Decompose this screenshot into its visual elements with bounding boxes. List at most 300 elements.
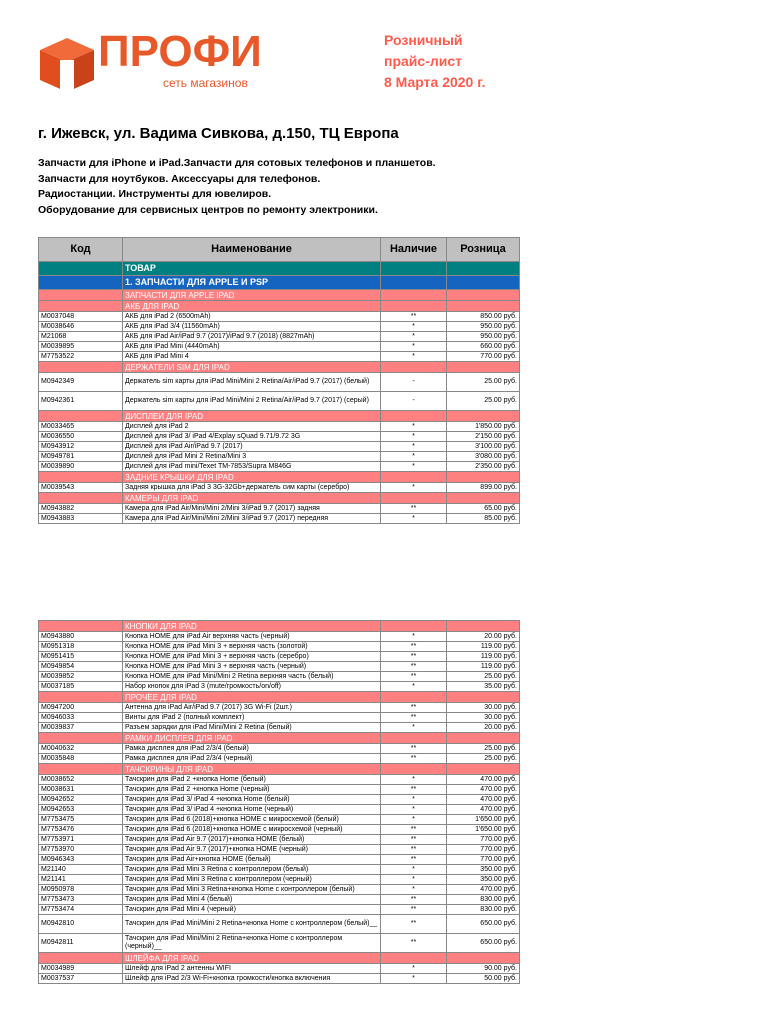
- table-row: [39, 703, 520, 713]
- category-name: ШЛЕЙФА ДЛЯ IPAD: [123, 953, 381, 964]
- category-cell: [447, 733, 520, 744]
- table-row: [39, 342, 520, 352]
- table-row: [39, 642, 520, 652]
- category-cell: [39, 472, 123, 483]
- table-row: [39, 352, 520, 362]
- item-availability: **: [381, 662, 447, 672]
- table-header: [39, 238, 520, 262]
- item-availability: *: [381, 462, 447, 472]
- col-name: Наименование: [123, 238, 381, 262]
- item-name: Тачскрин для iPad Mini 3 Retina с контроллером (белый): [123, 865, 381, 875]
- category-name: ТАЧСКРИНЫ ДЛЯ IPAD: [123, 764, 381, 775]
- price-table-continued: [38, 620, 520, 984]
- item-code: M7753475: [39, 815, 123, 825]
- category-cell: [39, 953, 123, 964]
- item-price: 3'100.00 руб.: [447, 442, 520, 452]
- table-row: [39, 775, 520, 785]
- category-name: КНОПКИ ДЛЯ IPAD: [123, 621, 381, 632]
- category-row: [39, 262, 520, 276]
- logo-text: ПРОФИ: [98, 27, 262, 76]
- table-row: [39, 974, 520, 984]
- item-price: 119.00 руб.: [447, 652, 520, 662]
- item-code: M7753473: [39, 895, 123, 905]
- category-name: ПРОЧЕЕ ДЛЯ IPAD: [123, 692, 381, 703]
- category-name: КАМЕРЫ ДЛЯ IPAD: [123, 493, 381, 504]
- item-name: АКБ для iPad Mini 4: [123, 352, 381, 362]
- item-price: 660.00 руб.: [447, 342, 520, 352]
- table-row: [39, 373, 520, 392]
- item-name: АКБ для iPad Mini (4440mAh): [123, 342, 381, 352]
- item-name: Камера для iPad Air/Mini/Mini 2/Mini 3/iPad 9.7 (2017) задняя: [123, 504, 381, 514]
- item-name: Рамка дисплея для iPad 2/3/4 (черный): [123, 754, 381, 764]
- item-code: M0038631: [39, 785, 123, 795]
- item-name: Разъем зарядки для iPad Mini/Mini 2 Retina (белый): [123, 723, 381, 733]
- item-code: M21068: [39, 332, 123, 342]
- item-price: 85.00 руб.: [447, 514, 520, 524]
- item-code: M0942652: [39, 795, 123, 805]
- item-code: M0036550: [39, 432, 123, 442]
- item-availability: **: [381, 312, 447, 322]
- category-cell: [447, 290, 520, 301]
- item-code: M0949854: [39, 662, 123, 672]
- table-row: [39, 905, 520, 915]
- table-row: [39, 483, 520, 493]
- table-row: [39, 422, 520, 432]
- item-name: Тачскрин для iPad Mini 4 (белый): [123, 895, 381, 905]
- category-cell: [447, 621, 520, 632]
- item-name: Кнопка HOME для iPad Air верхняя часть (черный): [123, 632, 381, 642]
- item-code: M7753522: [39, 352, 123, 362]
- item-code: M0942653: [39, 805, 123, 815]
- item-code: M0038652: [39, 775, 123, 785]
- category-row: [39, 362, 520, 373]
- item-price: 770.00 руб.: [447, 845, 520, 855]
- item-price: 950.00 руб.: [447, 332, 520, 342]
- item-name: Шлейф для iPad 2/3 Wi-Fi+кнопка громкости/кнопка включения: [123, 974, 381, 984]
- title-line: 8 Марта 2020 г.: [384, 74, 486, 90]
- item-code: M7753971: [39, 835, 123, 845]
- item-name: Дисплей для iPad 2: [123, 422, 381, 432]
- category-cell: [447, 362, 520, 373]
- description-line: Запчасти для iPhone и iPad.Запчасти для сотовых телефонов и планшетов.: [38, 157, 436, 169]
- item-code: M0946343: [39, 855, 123, 865]
- category-row: [39, 764, 520, 775]
- description-line: Запчасти для ноутбуков. Аксессуары для телефонов.: [38, 172, 321, 185]
- item-code: M0943883: [39, 514, 123, 524]
- table-row: [39, 632, 520, 642]
- category-cell: [39, 692, 123, 703]
- item-name: Дисплей для iPad mini/Texet TM-7853/Supra M846G: [123, 462, 381, 472]
- category-name: ДИСПЛЕИ ДЛЯ IPAD: [123, 411, 381, 422]
- item-code: M0951415: [39, 652, 123, 662]
- table-row: [39, 452, 520, 462]
- item-availability: **: [381, 744, 447, 754]
- item-name: АКБ для iPad 2 (6500mAh): [123, 312, 381, 322]
- item-code: M7753474: [39, 905, 123, 915]
- item-price: 25.00 руб.: [447, 744, 520, 754]
- item-code: M0942361: [39, 392, 123, 411]
- category-row: [39, 493, 520, 504]
- item-price: 25.00 руб.: [447, 672, 520, 682]
- table-row: [39, 312, 520, 322]
- item-code: M0942349: [39, 373, 123, 392]
- item-availability: *: [381, 805, 447, 815]
- item-price: 830.00 руб.: [447, 895, 520, 905]
- item-code: M0946033: [39, 713, 123, 723]
- table-row: [39, 825, 520, 835]
- item-availability: *: [381, 682, 447, 692]
- description-line: Радиостанции. Инструменты для ювелиров.: [38, 188, 272, 200]
- item-price: 770.00 руб.: [447, 835, 520, 845]
- item-availability: **: [381, 835, 447, 845]
- table-row: [39, 682, 520, 692]
- category-cell: [381, 290, 447, 301]
- table-row: [39, 322, 520, 332]
- table-row: [39, 332, 520, 342]
- category-cell: [381, 276, 447, 290]
- item-name: Дисплей для iPad Mini 2 Retina/Mini 3: [123, 452, 381, 462]
- item-price: 470.00 руб.: [447, 795, 520, 805]
- item-availability: *: [381, 483, 447, 493]
- item-availability: *: [381, 342, 447, 352]
- category-cell: [381, 362, 447, 373]
- category-cell: [381, 621, 447, 632]
- table-row: [39, 845, 520, 855]
- table-row: [39, 934, 520, 953]
- item-name: Держатель sim карты для iPad Mini/Mini 2 Retina/Air/iPad 9.7 (2017) (белый): [123, 373, 381, 392]
- item-price: 2'150.00 руб.: [447, 432, 520, 442]
- price-list-title: [384, 30, 486, 93]
- item-availability: **: [381, 652, 447, 662]
- category-row: [39, 692, 520, 703]
- category-cell: [447, 953, 520, 964]
- category-row: [39, 411, 520, 422]
- item-price: 350.00 руб.: [447, 875, 520, 885]
- table-row: [39, 855, 520, 865]
- item-code: M0943882: [39, 504, 123, 514]
- table-row: [39, 672, 520, 682]
- category-cell: [447, 301, 520, 312]
- item-code: M7753970: [39, 845, 123, 855]
- table-row: [39, 915, 520, 934]
- item-name: Тачскрин для iPad 2 +кнопка Home (черный): [123, 785, 381, 795]
- item-code: M0947200: [39, 703, 123, 713]
- category-cell: [39, 290, 123, 301]
- item-name: Дисплей для iPad Air/iPad 9.7 (2017): [123, 442, 381, 452]
- item-name: Тачскрин для iPad Mini 3 Retina+кнопка Home с контроллером (белый): [123, 885, 381, 895]
- item-availability: *: [381, 632, 447, 642]
- item-name: Тачскрин для iPad Air 9.7 (2017)+кнопка HOME (белый): [123, 835, 381, 845]
- item-price: 350.00 руб.: [447, 865, 520, 875]
- category-cell: [39, 301, 123, 312]
- item-price: 119.00 руб.: [447, 642, 520, 652]
- item-availability: *: [381, 514, 447, 524]
- col-availability: Наличие: [381, 238, 447, 262]
- item-availability: **: [381, 703, 447, 713]
- table-row: [39, 442, 520, 452]
- item-code: M0039837: [39, 723, 123, 733]
- category-row: [39, 276, 520, 290]
- item-price: 770.00 руб.: [447, 855, 520, 865]
- item-name: Тачскрин для iPad Mini 3 Retina с контроллером (черный): [123, 875, 381, 885]
- item-code: M0038646: [39, 322, 123, 332]
- category-name: РАМКИ ДИСПЛЕЯ ДЛЯ IPAD: [123, 733, 381, 744]
- item-price: 25.00 руб.: [447, 392, 520, 411]
- item-code: M0039543: [39, 483, 123, 493]
- item-name: АКБ для iPad Air/iPad 9.7 (2017)/iPad 9.7 (2018) (8827mAh): [123, 332, 381, 342]
- category-row: [39, 290, 520, 301]
- item-availability: *: [381, 432, 447, 442]
- category-cell: [39, 362, 123, 373]
- item-name: Кнопка HOME для iPad Mini 3 + верхняя часть (золотой): [123, 642, 381, 652]
- item-availability: **: [381, 895, 447, 905]
- table-row: [39, 885, 520, 895]
- item-code: M0034989: [39, 964, 123, 974]
- item-availability: **: [381, 672, 447, 682]
- item-name: Тачскрин для iPad 2 +кнопка Home (белый): [123, 775, 381, 785]
- item-name: Тачскрин для iPad Air+кнопка HOME (белый): [123, 855, 381, 865]
- item-code: M0039852: [39, 672, 123, 682]
- col-code: Код: [39, 238, 123, 262]
- item-availability: *: [381, 974, 447, 984]
- category-cell: [447, 411, 520, 422]
- category-cell: [381, 493, 447, 504]
- item-price: 20.00 руб.: [447, 723, 520, 733]
- item-availability: *: [381, 452, 447, 462]
- item-price: 119.00 руб.: [447, 662, 520, 672]
- category-cell: [381, 411, 447, 422]
- item-code: M0033465: [39, 422, 123, 432]
- title-line: Розничный: [384, 32, 463, 48]
- category-cell: [39, 621, 123, 632]
- item-availability: **: [381, 915, 447, 934]
- table-row: [39, 723, 520, 733]
- item-availability: *: [381, 442, 447, 452]
- item-availability: **: [381, 845, 447, 855]
- item-price: 65.00 руб.: [447, 504, 520, 514]
- category-row: [39, 472, 520, 483]
- item-price: 1'850.00 руб.: [447, 422, 520, 432]
- category-cell: [447, 493, 520, 504]
- category-row: [39, 733, 520, 744]
- item-code: M0037048: [39, 312, 123, 322]
- category-cell: [447, 262, 520, 276]
- item-price: 850.00 руб.: [447, 312, 520, 322]
- item-name: Камера для iPad Air/Mini/Mini 2/Mini 3/iPad 9.7 (2017) передняя: [123, 514, 381, 524]
- table-row: [39, 805, 520, 815]
- item-price: 2'350.00 руб.: [447, 462, 520, 472]
- category-cell: [447, 472, 520, 483]
- item-name: Рамка дисплея для iPad 2/3/4 (белый): [123, 744, 381, 754]
- item-price: 650.00 руб.: [447, 934, 520, 953]
- item-availability: *: [381, 775, 447, 785]
- item-name: Дисплей для iPad 3/ iPad 4/Explay sQuad 9.71/9.72 3G: [123, 432, 381, 442]
- item-availability: **: [381, 504, 447, 514]
- item-code: M0942811: [39, 934, 123, 953]
- table-row: [39, 392, 520, 411]
- item-availability: *: [381, 964, 447, 974]
- item-price: 20.00 руб.: [447, 632, 520, 642]
- logo-subtitle: сеть магазинов: [163, 76, 248, 90]
- col-price: Розница: [447, 238, 520, 262]
- item-availability: -: [381, 373, 447, 392]
- item-code: M0039890: [39, 462, 123, 472]
- item-availability: *: [381, 332, 447, 342]
- category-cell: [381, 764, 447, 775]
- category-cell: [39, 411, 123, 422]
- item-availability: *: [381, 352, 447, 362]
- item-name: АКБ для iPad 3/4 (11560mAh): [123, 322, 381, 332]
- table-row: [39, 744, 520, 754]
- table-row: [39, 754, 520, 764]
- table-row: [39, 462, 520, 472]
- table-row: [39, 662, 520, 672]
- item-price: 470.00 руб.: [447, 775, 520, 785]
- item-name: Держатель sim карты для iPad Mini/Mini 2 Retina/Air/iPad 9.7 (2017) (серый): [123, 392, 381, 411]
- item-code: M0035848: [39, 754, 123, 764]
- item-availability: **: [381, 785, 447, 795]
- item-name: Антенна для iPad Air/iPad 9.7 (2017) 3G Wi-Fi (2шт.): [123, 703, 381, 713]
- category-cell: [39, 733, 123, 744]
- table-row: [39, 835, 520, 845]
- item-price: 3'080.00 руб.: [447, 452, 520, 462]
- category-cell: [447, 692, 520, 703]
- category-name: ЗАДНИЕ КРЫШКИ ДЛЯ IPAD: [123, 472, 381, 483]
- category-cell: [447, 764, 520, 775]
- store-address: г. Ижевск, ул. Вадима Сивкова, д.150, ТЦ Европа: [38, 125, 399, 142]
- table-row: [39, 865, 520, 875]
- item-name: Винты для iPad 2 (полный комплект): [123, 713, 381, 723]
- item-price: 25.00 руб.: [447, 373, 520, 392]
- item-code: M0037537: [39, 974, 123, 984]
- item-code: M0943912: [39, 442, 123, 452]
- item-price: 770.00 руб.: [447, 352, 520, 362]
- item-code: M7753476: [39, 825, 123, 835]
- item-price: 50.00 руб.: [447, 974, 520, 984]
- table-row: [39, 895, 520, 905]
- item-availability: **: [381, 713, 447, 723]
- item-price: 650.00 руб.: [447, 915, 520, 934]
- item-name: Шлейф для iPad 2 антенны WIFI: [123, 964, 381, 974]
- item-code: M0040632: [39, 744, 123, 754]
- category-cell: [39, 262, 123, 276]
- item-code: M0942810: [39, 915, 123, 934]
- item-name: Тачскрин для iPad Mini/Mini 2 Retina+кнопка Home с контроллером (белый)__: [123, 915, 381, 934]
- item-name: Кнопка HOME для iPad Mini 3 + верхняя часть (серебро): [123, 652, 381, 662]
- category-name: 1. ЗАПЧАСТИ ДЛЯ APPLE И PSP: [123, 276, 381, 290]
- item-price: 950.00 руб.: [447, 322, 520, 332]
- category-name: ТОВАР: [123, 262, 381, 276]
- item-availability: **: [381, 934, 447, 953]
- item-price: 30.00 руб.: [447, 713, 520, 723]
- item-availability: -: [381, 392, 447, 411]
- item-price: 1'650.00 руб.: [447, 815, 520, 825]
- item-price: 25.00 руб.: [447, 754, 520, 764]
- category-row: [39, 301, 520, 312]
- item-name: Тачскрин для iPad 6 (2018)+кнопка HOME с микросхемой (черный): [123, 825, 381, 835]
- item-name: Тачскрин для iPad 6 (2018)+кнопка HOME с микросхемой (белый): [123, 815, 381, 825]
- category-cell: [447, 276, 520, 290]
- logo-cube-icon: [38, 36, 96, 94]
- item-availability: *: [381, 875, 447, 885]
- category-name: ЗАПЧАСТИ ДЛЯ APPLE IPAD: [123, 290, 381, 301]
- item-name: Задняя крышка для iPad 3 3G-32Gb+держатель сим карты (серебро): [123, 483, 381, 493]
- category-cell: [381, 953, 447, 964]
- item-code: M21141: [39, 875, 123, 885]
- item-availability: *: [381, 723, 447, 733]
- category-cell: [39, 493, 123, 504]
- item-availability: *: [381, 885, 447, 895]
- category-cell: [39, 276, 123, 290]
- table-row: [39, 795, 520, 805]
- item-name: Тачскрин для iPad 3/ iPad 4 +кнопка Home (черный): [123, 805, 381, 815]
- item-availability: **: [381, 905, 447, 915]
- price-table: [38, 237, 520, 524]
- item-availability: *: [381, 322, 447, 332]
- item-availability: **: [381, 754, 447, 764]
- item-name: Тачскрин для iPad Mini/Mini 2 Retina+кнопка Home с контроллером (черный)__: [123, 934, 381, 953]
- item-code: M0950978: [39, 885, 123, 895]
- item-name: Тачскрин для iPad Mini 4 (черный): [123, 905, 381, 915]
- category-name: АКБ ДЛЯ IPAD: [123, 301, 381, 312]
- item-name: Набор кнопок для iPad 3 (mute/громкость/on/off): [123, 682, 381, 692]
- category-name: ДЕРЖАТЕЛИ SIM ДЛЯ IPAD: [123, 362, 381, 373]
- item-code: M0037185: [39, 682, 123, 692]
- item-availability: *: [381, 795, 447, 805]
- item-availability: *: [381, 815, 447, 825]
- table-row: [39, 432, 520, 442]
- item-price: 1'650.00 руб.: [447, 825, 520, 835]
- item-price: 899.00 руб.: [447, 483, 520, 493]
- item-name: Кнопка HOME для iPad Mini/Mini 2 Retina верхняя часть (белый): [123, 672, 381, 682]
- table-row: [39, 964, 520, 974]
- table-row: [39, 815, 520, 825]
- category-cell: [381, 472, 447, 483]
- table-row: [39, 652, 520, 662]
- item-code: M0943880: [39, 632, 123, 642]
- item-code: M0951318: [39, 642, 123, 652]
- category-row: [39, 621, 520, 632]
- item-name: Тачскрин для iPad 3/ iPad 4 +кнопка Home (белый): [123, 795, 381, 805]
- category-cell: [381, 733, 447, 744]
- item-price: 470.00 руб.: [447, 785, 520, 795]
- category-row: [39, 953, 520, 964]
- item-price: 35.00 руб.: [447, 682, 520, 692]
- item-availability: *: [381, 865, 447, 875]
- item-code: M0949781: [39, 452, 123, 462]
- item-price: 830.00 руб.: [447, 905, 520, 915]
- item-availability: *: [381, 422, 447, 432]
- item-availability: **: [381, 825, 447, 835]
- item-code: M0039895: [39, 342, 123, 352]
- item-name: Тачскрин для iPad Air 9.7 (2017)+кнопка HOME (черный): [123, 845, 381, 855]
- item-price: 470.00 руб.: [447, 885, 520, 895]
- table-row: [39, 713, 520, 723]
- category-cell: [381, 262, 447, 276]
- title-line: прайс-лист: [384, 53, 462, 69]
- item-availability: **: [381, 855, 447, 865]
- item-code: M21140: [39, 865, 123, 875]
- description-line: Оборудование для сервисных центров по ремонту электроники.: [38, 203, 378, 216]
- item-availability: **: [381, 642, 447, 652]
- table-row: [39, 504, 520, 514]
- item-price: 90.00 руб.: [447, 964, 520, 974]
- category-cell: [381, 692, 447, 703]
- category-cell: [381, 301, 447, 312]
- table-row: [39, 514, 520, 524]
- store-description: [38, 156, 436, 218]
- item-name: Кнопка HOME для iPad Mini 3 + верхняя часть (черный): [123, 662, 381, 672]
